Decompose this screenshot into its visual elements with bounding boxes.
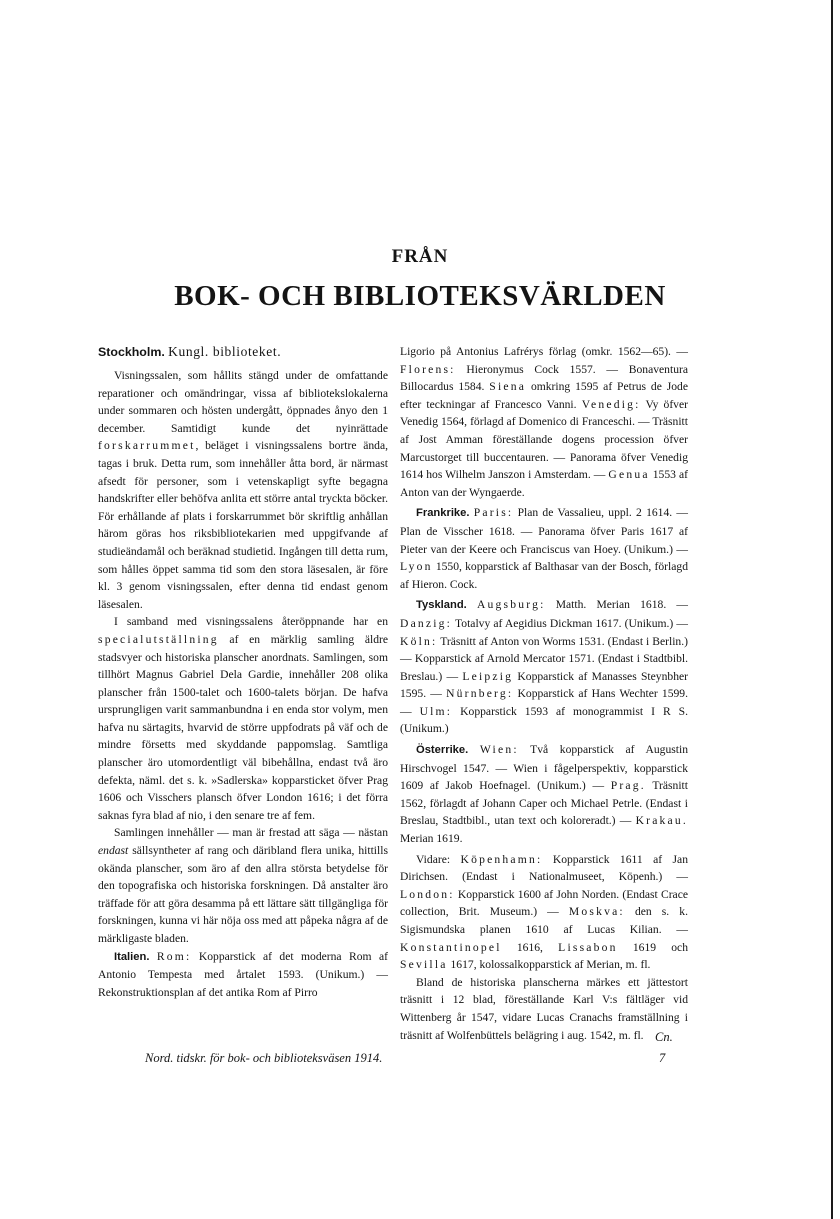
page-number: 7	[659, 1051, 666, 1065]
paragraph-frankrike: Frankrike. Paris: Plan de Vassalieu, uppl. 2 1614. — Plan de Visscher 1618. — Panorama öfver Paris 1617 af Pieter van der Keere och Franciscus van Hoey. (Unikum.) — Lyon 1550, kopparstick af Balthasar van der Bosch, förlagd af Hieron. Cock.	[400, 506, 688, 591]
section-institution: Kungl. biblioteket.	[168, 344, 282, 359]
scan-edge-line	[831, 0, 833, 1219]
left-column	[98, 343, 388, 1001]
paragraph-osterrike: Österrike. Wien: Två kopparstick af Augustin Hirschvogel 1547. — Wien i fågelperspektiv, kopparstick 1609 af Jakob Hoefnagel. (Unikum.) — Prag. Träsnitt 1562, förlagdt af Johann Caper och Michael Petrle. (Endast i Breslau, Stadtbibl., utan text och koloreradt.) — Krakau. Merian 1619.	[400, 743, 688, 846]
author-signature: Cn.	[655, 1030, 673, 1044]
section-city: Stockholm.	[98, 345, 165, 359]
paragraph-samlingen: Samlingen innehåller — man är frestad att säga — nästan endast sällsyntheter af rang och däribland flera unika, hittills okända planscher, som äro af den allra största betydelse för den topografiska och historiska forskningen. Då anstalter äro träffade för att göra desamma på ett lättare sätt tillgängliga för forskningen, kunna vi här nöja oss med att påpeka några af de märkligaste bladen.	[98, 826, 388, 945]
paragraph-specialutstallning: I samband med visningssalens återöppnande har en specialutställning af en märklig samling äldre stadsvyer och historiska planscher anordnats. Samlingen, som tillhört Magnus Gabriel Dela Gardie, innehåller 208 olika planscher från 1500-talet och 1600-talets början. De hafva ursprungligen varit sammanbundna i en enda stor volym, men hafva nu särtagits, hvarvid de större uppfodrats på väf och de mindre försetts med skyddande pappomslag. Samtliga planscher äro utomordentligt väl bibehållna, endast två äro defekta, näml. det s. k. »Sadlerska» kopparsticket öfver Prag 1606 och Visschers plansch öfver London 1616; i det förra saknas fyra blad af nio, i den senare tre af fem.	[98, 615, 388, 822]
paragraph-visningssalen: Visningssalen, som hållits stängd under de omfattande reparationer och omändringar, vissa af bibliotekslokalerna under sommaren och hösten undergått, öppnades ånyo den 1 december. Samtidigt kunde det nyinrättade forskarrummet, beläget i visningssalens bortre ända, tagas i bruk. Detta rum, som innehåller åtta bord, är närmast afsedt för personer, som i vetenskapligt syfte begagna handskrifter eller behöfva anlita ett större antal tryckta böcker. För erhållande af plats i forskarrummet bör skriftlig anhållan härom göras hos riksbibliotekarien med uppgifvande af studieändamål och beräknad studietid. Ingången till detta rum, som hålles öppet samma tid som den stora läsesalen, är före kl. 3 genom visningssalen, efter denna tid endast genom läsesalen.	[98, 369, 388, 611]
paragraph-vidare: Vidare: Köpenhamn: Kopparstick 1611 af Jan Dirichsen. (Endast i Nationalmuseet, Köpenh.) — London: Kopparstick 1600 af John Norden. (Endast Crace collection, Brit. Museum.) — Moskva: den s. k. Sigismundska planen 1610 af Lucas Kilian. — Konstantinopel 1616, Lissabon 1619 och Sevilla 1617, kolossalkopparstick af Merian, m. fl.	[400, 852, 688, 972]
paragraph-italien: Italien. Rom: Kopparstick af det moderna Rom af Antonio Tempesta med årtalet 1593. (Unikum.) — Rekonstruktionsplan af det antika Rom af Pirro	[98, 949, 388, 999]
paragraph-tyskland: Tyskland. Augsburg: Matth. Merian 1618. — Danzig: Totalvy af Aegidius Dickman 1617. (Unikum.) — Köln: Träsnitt af Anton von Worms 1531. (Endast i Berlin.) — Kopparstick af Arnold Mercator 1571. (Endast i Stadtbibl. Breslau.) — Leipzig Kopparstick af Manasses Steynbher 1595. — Nürnberg: Kopparstick af Hans Wechter 1599. — Ulm: Kopparstick 1593 af monogrammist I R S. (Unikum.)	[400, 598, 689, 736]
paragraph-historiska: Bland de historiska planscherna märkes ett jättestort träsnitt i 12 blad, föreställande Karl V:s fältläger vid Wittenberg år 1547, vidare Lucas Cranachs framställning i träsnitt af Wolfenbüttels belägring i aug. 1542, m. fl.	[400, 975, 688, 1042]
paragraph-italien-cont: Ligorio på Antonius Lafrérys förlag (omkr. 1562—65). — Florens: Hieronymus Cock 1557. — Bonaventura Billocardus 1584. Siena omkring 1595 af Petrus de Jode efter teckningar af Francesco Vanni. Venedig: Vy öfver Venedig 1564, förlagd af Domenico di Franceschi. — Träsnitt af Jost Amman föreställande dogens procession öfver Marcustorget till buccentauren. — Panorama öfver Venedig 1614 hos Wilhelm Janszon i Amsterdam. — Genua 1553 af Anton van der Wyngaerde.	[400, 345, 688, 499]
right-column	[400, 343, 688, 1044]
section-title	[98, 343, 388, 361]
journal-footer: Nord. tidskr. för bok- och biblioteksväsen 1914.	[145, 1051, 383, 1065]
page-title: BOK- OCH BIBLIOTEKSVÄRLDEN	[174, 280, 666, 312]
heading-fran: FRÅN	[391, 246, 449, 267]
